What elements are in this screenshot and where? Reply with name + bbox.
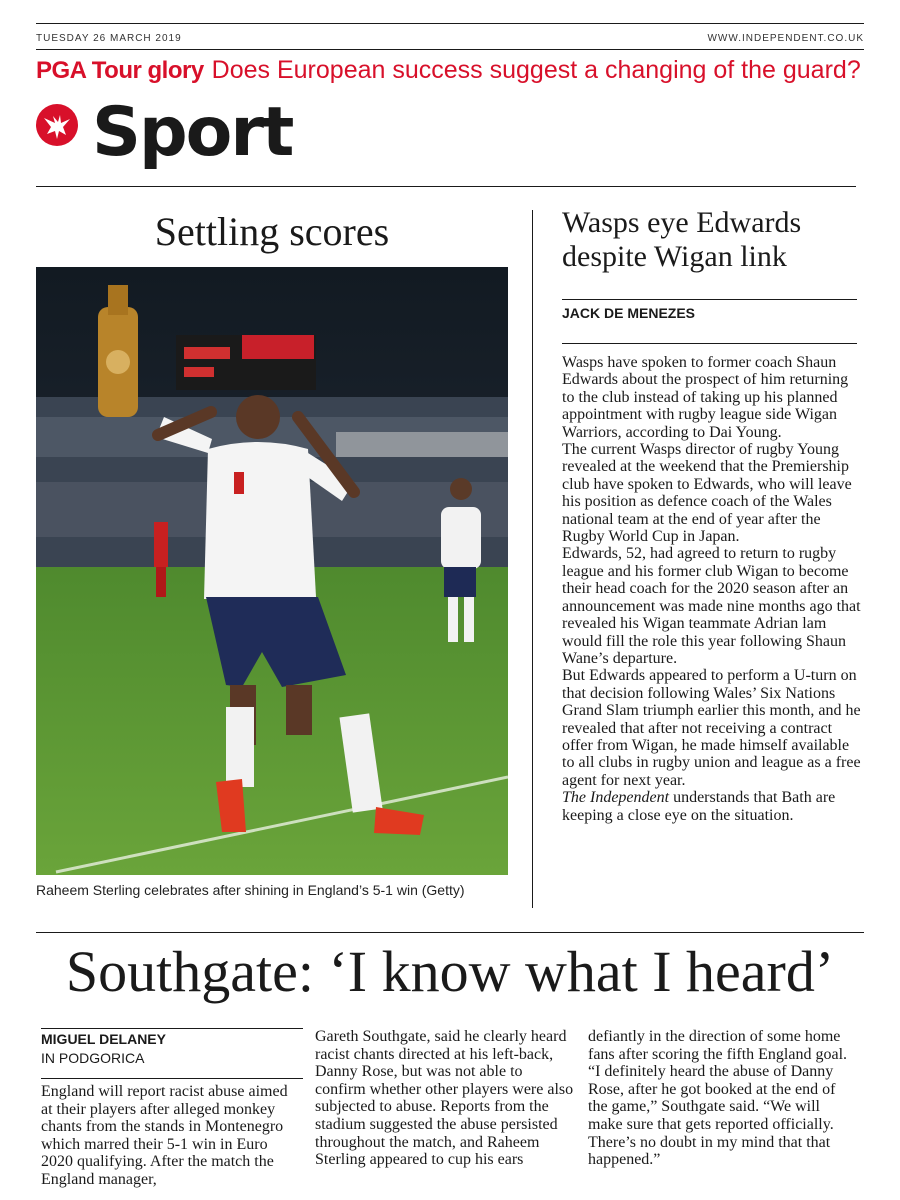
site-url[interactable]: WWW.INDEPENDENT.CO.UK <box>707 33 864 44</box>
right-paragraph: Edwards, 52, had agreed to return to rugby league and his former club Wigan to become their head coach for the 2020 season after an announcement was made nine months ago that revealed his Wigan teammate Adrian lam would fill the role this year following Shaun Wane’s departure. <box>562 545 861 667</box>
main-column-1 <box>41 1083 303 1189</box>
right-byline: JACK DE MENEZES <box>562 305 696 321</box>
main-byline-place: IN PODGORICA <box>41 1050 145 1066</box>
main-rule-top <box>36 932 864 933</box>
right-paragraph: Wasps have spoken to former coach Shaun Edwards about the prospect of him returning to the club instead of taking up his planned appointment with rugby league side Wigan Warriors, according to Dai Young. <box>562 354 849 441</box>
main-byline-rule-top <box>41 1028 303 1029</box>
right-body <box>562 354 862 824</box>
sterling-photo <box>36 267 508 875</box>
right-headline-line1: Wasps eye Edwards <box>562 206 802 239</box>
promo-kicker: PGA Tour glory <box>36 57 204 84</box>
main-byline-name: MIGUEL DELANEY <box>41 1031 166 1047</box>
publication-name: The Independent <box>562 789 670 807</box>
issue-date: TUESDAY 26 MARCH 2019 <box>36 33 182 44</box>
right-headline-line2: despite Wigan link <box>562 240 787 273</box>
main-paragraph: “I definitely heard the abuse of Danny Rose, after he got booked at the end of the game,” Southgate said. “We will make sure that gets reported officially. There’s no doubt in my mind that that happened.” <box>588 1063 836 1169</box>
main-column-3 <box>588 1028 850 1169</box>
right-paragraph: But Edwards appeared to perform a U-turn on that decision following Wales’ Six Nations Grand Slam triumph earlier this month, and he revealed that after not receiving a contract offer from Wigan, he made himself available to all clubs in rugby union and league as a free agent for next year. <box>562 667 861 789</box>
main-byline-rule-bottom <box>41 1078 303 1079</box>
eagle-icon <box>36 104 78 146</box>
main-paragraph: England will report racist abuse aimed at their players after alleged monkey chants from the stands in Montenegro which marred their 5-1 win in Euro 2020 qualifying. After the match the England manager, <box>41 1083 288 1188</box>
photo-caption: Raheem Sterling celebrates after shining in England’s 5-1 win (Getty) <box>36 882 465 898</box>
right-paragraph-rest: understands that Bath are keeping a close eye on the situation. <box>562 789 836 824</box>
top-rule <box>36 23 864 24</box>
header-rule <box>36 186 856 187</box>
meta-rule <box>36 49 864 50</box>
right-headline <box>562 206 858 274</box>
left-headline: Settling scores <box>154 209 390 254</box>
main-byline <box>41 1030 166 1068</box>
right-paragraph: The current Wasps director of rugby Young revealed at the weekend that the Premiership club have spoken to Edwards, who will leave his position as defence coach of the Wales national team at the end of year after the Rugby World Cup in Japan. <box>562 441 852 546</box>
column-divider <box>532 210 533 908</box>
right-byline-rule-bottom <box>562 343 857 344</box>
main-headline: Southgate: ‘I know what I heard’ <box>65 939 835 1004</box>
right-paragraph-last <box>562 789 862 824</box>
promo-teaser: Does European success suggest a changing of the guard? <box>211 56 861 84</box>
promo-line[interactable] <box>36 56 861 85</box>
right-byline-rule-top <box>562 299 857 300</box>
main-paragraph: defiantly in the direction of some home fans after scoring the fifth England goal. <box>588 1028 848 1063</box>
main-paragraph: Gareth Southgate, said he clearly heard racist chants directed at his left-back, Danny Rose, but was not able to confirm whether other players were also subjected to abuse. Reports from the stadium suggested the abuse persisted throughout the match, and Raheem Sterling appeared to cup his ears <box>315 1028 574 1169</box>
main-column-2 <box>315 1028 577 1169</box>
section-title: Sport <box>92 93 293 172</box>
